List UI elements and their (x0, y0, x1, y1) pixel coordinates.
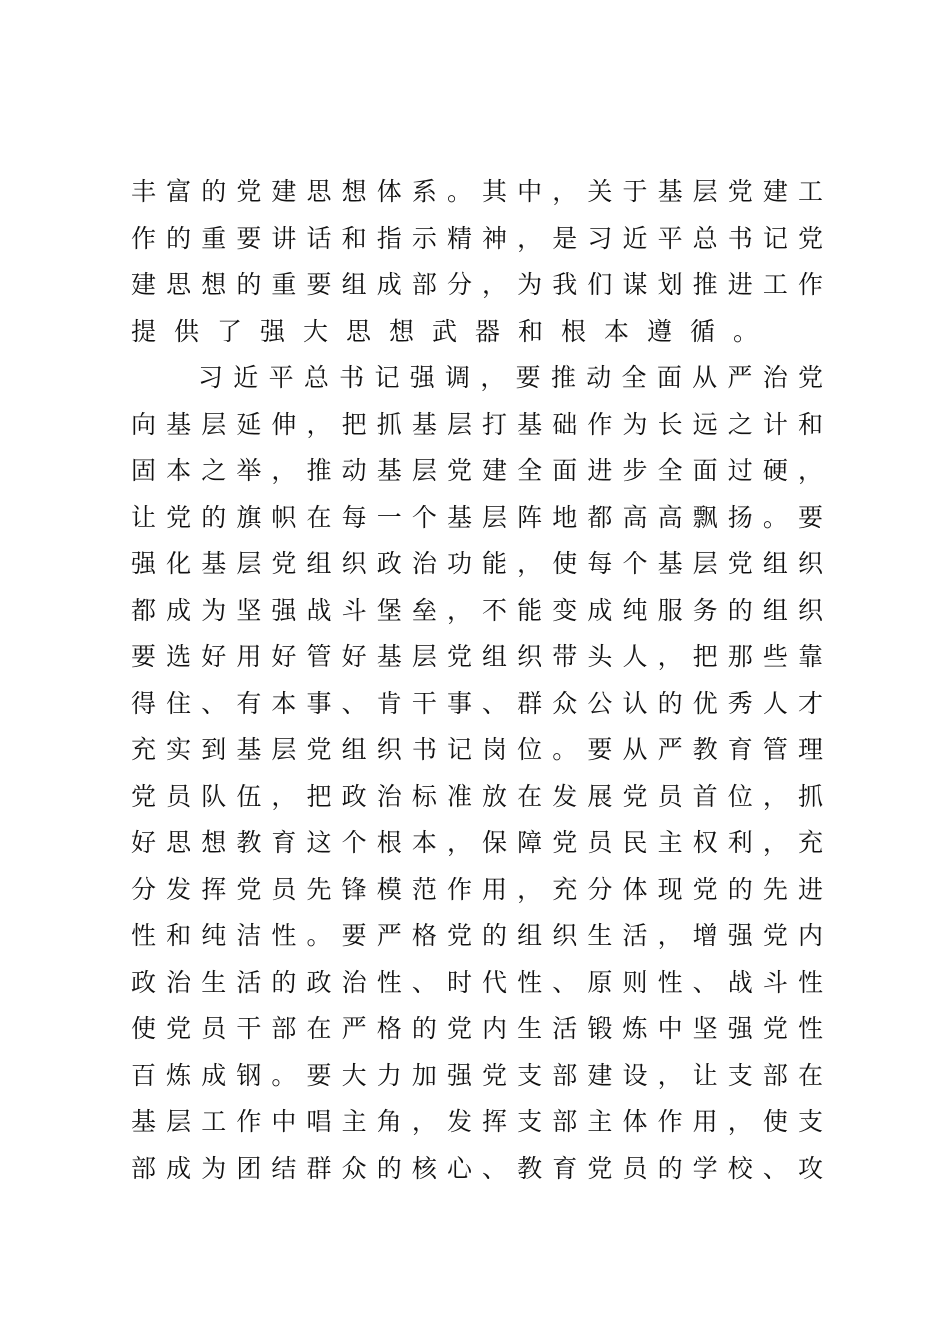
text-line: 作的重要讲话和指示精神，是习近平总书记党 (131, 223, 823, 253)
text-line: 丰富的党建思想体系。其中，关于基层党建工 (131, 177, 823, 206)
text-line: 分发挥党员先锋模范作用，充分体现党的先进 (131, 874, 823, 904)
text-line: 好思想教育这个根本，保障党员民主权利，充 (131, 828, 823, 857)
text-line: 固本之举，推动基层党建全面进步全面过硬， (131, 456, 823, 485)
body-text (131, 169, 823, 1192)
text-line: 习近平总书记强调，要推动全面从严治党 (198, 363, 823, 392)
text-line: 党员队伍，把政治标准放在发展党员首位，抓 (131, 781, 823, 811)
text-line: 充实到基层党组织书记岗位。要从严教育管理 (131, 735, 823, 764)
text-line: 向基层延伸，把抓基层打基础作为长远之计和 (131, 409, 823, 439)
text-line: 让党的旗帜在每一个基层阵地都高高飘扬。要 (131, 502, 823, 532)
text-line: 建思想的重要组成部分，为我们谋划推进工作 (131, 270, 823, 299)
text-line: 百炼成钢。要大力加强党支部建设，让支部在 (131, 1060, 823, 1090)
text-line: 强化基层党组织政治功能，使每个基层党组织 (131, 549, 823, 578)
text-line: 基层工作中唱主角，发挥支部主体作用，使支 (131, 1107, 823, 1136)
text-line: 使党员干部在严格的党内生活锻炼中坚强党性 (131, 1014, 823, 1043)
text-line: 得住、有本事、肯干事、群众公认的优秀人才 (131, 688, 823, 718)
text-line: 政治生活的政治性、时代性、原则性、战斗性 (131, 967, 823, 997)
text-line: 都成为坚强战斗堡垒，不能变成纯服务的组织 (131, 595, 823, 625)
text-line: 性和纯洁性。要严格党的组织生活，增强党内 (131, 921, 823, 950)
text-line: 提供了强大思想武器和根本遵循。 (131, 316, 777, 346)
text-line: 要选好用好管好基层党组织带头人，把那些靠 (131, 642, 823, 671)
text-line: 部成为团结群众的核心、教育党员的学校、攻 (131, 1153, 823, 1183)
